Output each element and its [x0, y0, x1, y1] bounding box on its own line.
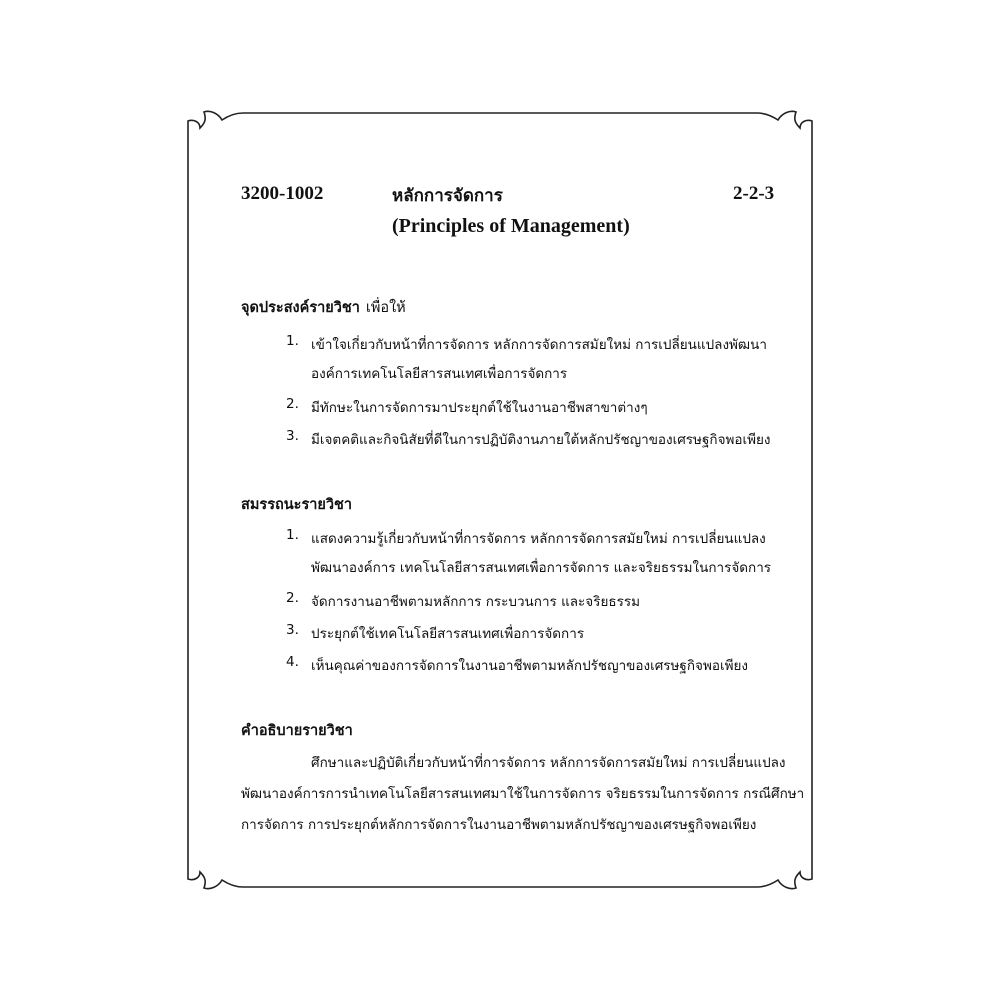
competencies-heading: สมรรถนะรายวิชา [241, 497, 353, 513]
objective-number: 2. [286, 396, 299, 412]
competency-number: 3. [286, 622, 299, 638]
competency-number: 4. [286, 654, 299, 670]
competency-number: 2. [286, 590, 299, 606]
competency-text: จัดการงานอาชีพตามหลักการ กระบวนการ และจริยธรรม [311, 594, 641, 610]
description-line-2: พัฒนาองค์การการนำเทคโนโลยีสารสนเทศมาใช้ในการจัดการ จริยธรรมในการจัดการ กรณีศึกษา [241, 786, 805, 802]
course-code: 3200-1002 [241, 183, 324, 204]
course-credits: 2-2-3 [733, 183, 775, 204]
competency-text: แสดงความรู้เกี่ยวกับหน้าที่การจัดการ หลักการจัดการสมัยใหม่ การเปลี่ยนแปลง [311, 531, 766, 547]
objective-text: มีเจตคติและกิจนิสัยที่ดีในการปฏิบัติงานภายใต้หลักปรัชญาของเศรษฐกิจพอเพียง [311, 432, 771, 448]
objective-item-1-continuation: องค์การเทคโนโลยีสารสนเทศเพื่อการจัดการ [311, 366, 568, 382]
objectives-heading-label: จุดประสงค์รายวิชา [241, 300, 360, 316]
objective-text: เข้าใจเกี่ยวกับหน้าที่การจัดการ หลักการจัดการสมัยใหม่ การเปลี่ยนแปลงพัฒนา [311, 337, 767, 353]
description-line-1: ศึกษาและปฏิบัติเกี่ยวกับหน้าที่การจัดการ หลักการจัดการสมัยใหม่ การเปลี่ยนแปลง [311, 755, 786, 771]
course-title-english: (Principles of Management) [392, 215, 630, 237]
competency-text: ประยุกต์ใช้เทคโนโลยีสารสนเทศเพื่อการจัดการ [311, 626, 585, 642]
description-heading: คำอธิบายรายวิชา [241, 723, 353, 739]
competency-item-1-continuation: พัฒนาองค์การ เทคโนโลยีสารสนเทศเพื่อการจัดการ และจริยธรรมในการจัดการ [311, 560, 772, 576]
objectives-heading [241, 296, 406, 319]
objective-text: มีทักษะในการจัดการมาประยุกต์ใช้ในงานอาชีพสาขาต่างๆ [311, 400, 648, 416]
objectives-heading-suffix: เพื่อให้ [365, 300, 406, 316]
objective-number: 1. [286, 333, 299, 349]
competency-number: 1. [286, 527, 299, 543]
course-title-thai: หลักการจัดการ [392, 186, 503, 206]
description-line-3: การจัดการ การประยุกต์หลักการจัดการในงานอาชีพตามหลักปรัชญาของเศรษฐกิจพอเพียง [241, 817, 757, 833]
objective-number: 3. [286, 428, 299, 444]
competency-text: เห็นคุณค่าของการจัดการในงานอาชีพตามหลักปรัชญาของเศรษฐกิจพอเพียง [311, 658, 748, 674]
